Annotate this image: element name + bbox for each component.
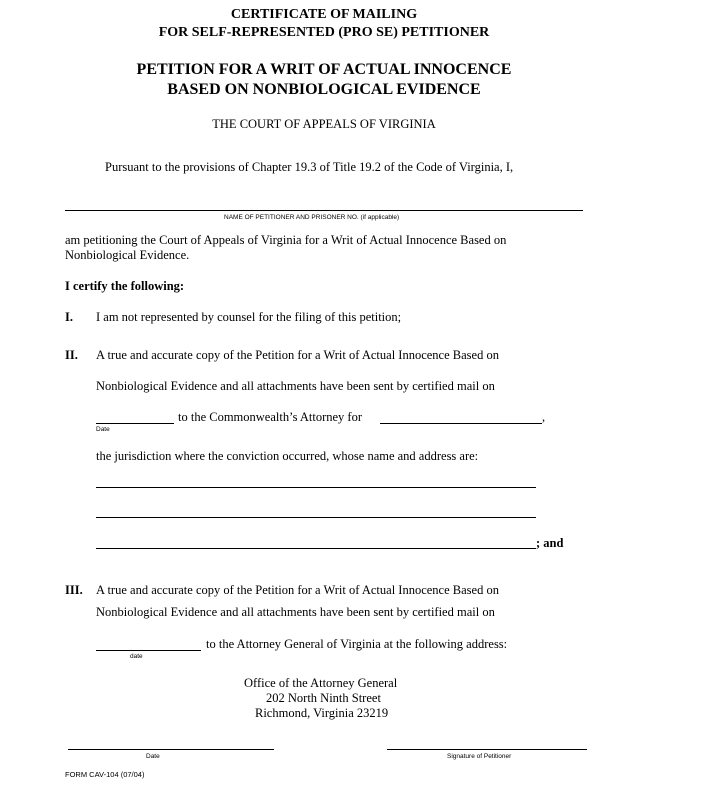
signature-date-caption: Date: [146, 753, 160, 760]
court-name: THE COURT OF APPEALS OF VIRGINIA: [212, 117, 436, 131]
item2-and: ; and: [536, 536, 564, 550]
item1-text: I am not represented by counsel for the filing of this petition;: [96, 310, 402, 324]
pursuant-statement: Pursuant to the provisions of Chapter 19.3 of Title 19.2 of the Code of Virginia, I,: [105, 160, 514, 174]
item2-line1: A true and accurate copy of the Petition for a Writ of Actual Innocence Based on: [96, 348, 499, 362]
item3-date-field[interactable]: [96, 650, 201, 651]
petitioning-text-line2: Nonbiological Evidence.: [65, 248, 190, 262]
item3-line2: Nonbiological Evidence and all attachments have been sent by certified mail on: [96, 605, 495, 619]
form-id: FORM CAV-104 (07/04): [65, 770, 145, 779]
ag-address-line3: Richmond, Virginia 23219: [255, 706, 389, 720]
form-heading-line1: CERTIFICATE OF MAILING: [230, 7, 418, 22]
ag-address-line1: Office of the Attorney General: [244, 676, 398, 690]
item3-date-caption: date: [130, 653, 143, 660]
petition-title-line2: BASED ON NONBIOLOGICAL EVIDENCE: [167, 81, 481, 98]
form-heading-line2: FOR SELF-REPRESENTED (PRO SE) PETITIONER: [158, 25, 490, 40]
item3-numeral: III.: [65, 583, 83, 597]
item2-numeral: II.: [65, 348, 78, 362]
petition-title-line1: PETITION FOR A WRIT OF ACTUAL INNOCENCE: [136, 61, 512, 78]
signature-caption: Signature of Petitioner: [447, 753, 512, 760]
item2-date-field[interactable]: [96, 423, 174, 424]
name-caption: NAME OF PETITIONER AND PRISONER NO. (if applicable): [224, 214, 400, 221]
item2-line2: Nonbiological Evidence and all attachments have been sent by certified mail on: [96, 379, 495, 393]
attorney-address-line2-field[interactable]: [96, 517, 536, 518]
item2-comma: ,: [542, 410, 546, 424]
petitioning-text-line1: am petitioning the Court of Appeals of Virginia for a Writ of Actual Innocence Based on: [65, 233, 507, 247]
item3-line1: A true and accurate copy of the Petition for a Writ of Actual Innocence Based on: [96, 583, 499, 597]
certify-heading: I certify the following:: [65, 279, 185, 293]
item2-jurisdiction-text: the jurisdiction where the conviction occurred, whose name and address are:: [96, 449, 479, 463]
attorney-address-line1-field[interactable]: [96, 487, 536, 488]
item2-to-attorney: to the Commonwealth’s Attorney for: [178, 410, 363, 424]
item1-numeral: I.: [65, 310, 73, 324]
item2-jurisdiction-field[interactable]: [380, 423, 542, 424]
ag-address-line2: 202 North Ninth Street: [266, 691, 381, 705]
petitioner-name-field[interactable]: [65, 210, 583, 211]
item2-date-caption: Date: [96, 426, 110, 433]
item3-to-ag: to the Attorney General of Virginia at the following address:: [206, 637, 508, 651]
petitioner-signature-field[interactable]: [387, 749, 587, 750]
signature-date-field[interactable]: [68, 749, 274, 750]
attorney-address-line3-field[interactable]: [96, 548, 536, 549]
